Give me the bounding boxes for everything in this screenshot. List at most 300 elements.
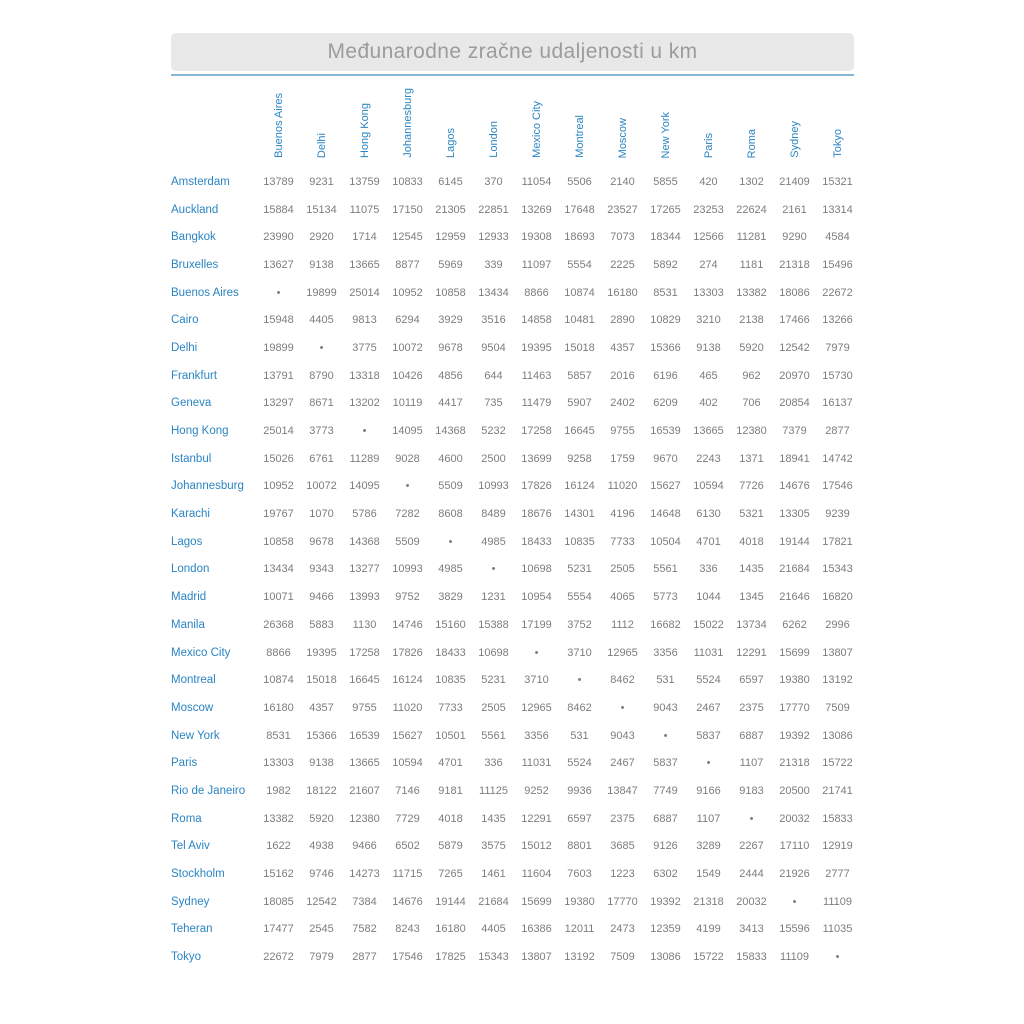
distance-cell: 11604 bbox=[521, 868, 552, 881]
distance-cell: 14095 bbox=[392, 425, 423, 438]
distance-cell: 11054 bbox=[521, 175, 552, 188]
distance-cell: 6887 bbox=[653, 812, 678, 825]
distance-cell: 1107 bbox=[739, 757, 764, 770]
distance-cell: 17110 bbox=[779, 840, 810, 853]
distance-cell: 9936 bbox=[567, 784, 592, 797]
distance-cell: 5524 bbox=[696, 674, 721, 687]
distance-cell: 15321 bbox=[822, 175, 853, 188]
distance-cell: 3356 bbox=[524, 729, 549, 742]
distance-cell: 420 bbox=[699, 175, 718, 188]
column-header-label: Johannesburg bbox=[401, 88, 414, 158]
table-row bbox=[171, 445, 859, 473]
distance-cell: 16137 bbox=[822, 397, 853, 410]
distance-cell: 2473 bbox=[610, 923, 635, 936]
distance-cell: 11020 bbox=[392, 701, 423, 714]
distance-cell: 7979 bbox=[309, 951, 334, 964]
distance-cell: 1107 bbox=[696, 812, 721, 825]
row-header: Sydney bbox=[171, 895, 210, 908]
column-header-label: Hong Kong bbox=[358, 102, 371, 158]
distance-cell: 8866 bbox=[266, 646, 291, 659]
distance-cell: 15699 bbox=[521, 895, 552, 908]
distance-cell: 21926 bbox=[779, 868, 810, 881]
distance-cell: 23990 bbox=[263, 231, 294, 244]
distance-cell: 18433 bbox=[521, 535, 552, 548]
distance-cell: 1622 bbox=[266, 840, 291, 853]
distance-cell: 2375 bbox=[610, 812, 635, 825]
distance-cell: 3752 bbox=[567, 618, 592, 631]
distance-cell: 15162 bbox=[263, 868, 294, 881]
table-row bbox=[171, 722, 859, 750]
distance-cell: 402 bbox=[699, 397, 718, 410]
distance-cell: 2877 bbox=[352, 951, 377, 964]
distance-cell: 5837 bbox=[696, 729, 721, 742]
table-row bbox=[171, 168, 859, 196]
distance-cell: 18941 bbox=[779, 452, 810, 465]
distance-cell: 12291 bbox=[521, 812, 552, 825]
distance-cell: 5920 bbox=[739, 341, 764, 354]
distance-cell: 10952 bbox=[392, 286, 423, 299]
distance-cell: 15366 bbox=[306, 729, 337, 742]
distance-cell: 4584 bbox=[825, 231, 850, 244]
table-row bbox=[171, 860, 859, 888]
distance-cell: 9813 bbox=[352, 314, 377, 327]
distance-cell: 13791 bbox=[263, 369, 294, 382]
distance-cell: 5892 bbox=[653, 258, 678, 271]
row-header: Lagos bbox=[171, 535, 203, 548]
distance-cell: 6302 bbox=[653, 868, 678, 881]
distance-cell: 13993 bbox=[349, 591, 380, 604]
column-header bbox=[343, 84, 386, 168]
distance-cell: 962 bbox=[742, 369, 761, 382]
distance-cell: 10698 bbox=[478, 646, 509, 659]
row-header: Cairo bbox=[171, 314, 199, 327]
distance-cell: 20032 bbox=[779, 812, 810, 825]
distance-cell: 15833 bbox=[736, 951, 767, 964]
distance-cell: 14676 bbox=[392, 895, 423, 908]
row-header: Buenos Aires bbox=[171, 286, 239, 299]
distance-cell: 9028 bbox=[395, 452, 420, 465]
distance-cell: 16124 bbox=[564, 480, 595, 493]
distance-cell: 3356 bbox=[653, 646, 678, 659]
distance-cell: 17546 bbox=[392, 951, 423, 964]
distance-cell: 531 bbox=[656, 674, 675, 687]
distance-cell: 16180 bbox=[263, 701, 294, 714]
distance-cell: 15722 bbox=[822, 757, 853, 770]
row-header: Roma bbox=[171, 812, 202, 825]
distance-cell: 4985 bbox=[481, 535, 506, 548]
distance-cell: 17258 bbox=[349, 646, 380, 659]
distance-cell: 3710 bbox=[567, 646, 592, 659]
distance-cell: 15627 bbox=[650, 480, 681, 493]
table-row bbox=[171, 417, 859, 445]
table-row bbox=[171, 639, 859, 667]
distance-cell: 10835 bbox=[435, 674, 466, 687]
distance-cell: 5561 bbox=[653, 563, 678, 576]
distance-cell: 9043 bbox=[610, 729, 635, 742]
distance-cell: 16682 bbox=[650, 618, 681, 631]
distance-cell: 21318 bbox=[779, 258, 810, 271]
distance-cell: 8671 bbox=[309, 397, 334, 410]
distance-cell: 7282 bbox=[395, 508, 420, 521]
distance-cell: 13192 bbox=[564, 951, 595, 964]
column-header-label: Mexico City bbox=[530, 101, 543, 158]
distance-cell: 17477 bbox=[263, 923, 294, 936]
self-distance-cell: • bbox=[362, 425, 367, 438]
distance-cell: 9258 bbox=[567, 452, 592, 465]
self-distance-cell: • bbox=[448, 535, 453, 548]
distance-cell: 13665 bbox=[693, 425, 724, 438]
distance-cell: 9138 bbox=[696, 341, 721, 354]
distance-cell: 5561 bbox=[481, 729, 506, 742]
distance-cell: 3685 bbox=[610, 840, 635, 853]
distance-cell: 14746 bbox=[392, 618, 423, 631]
distance-cell: 14273 bbox=[349, 868, 380, 881]
row-header: Johannesburg bbox=[171, 480, 244, 493]
self-distance-cell: • bbox=[405, 480, 410, 493]
distance-cell: 10993 bbox=[478, 480, 509, 493]
distance-cell: 12542 bbox=[306, 895, 337, 908]
distance-cell: 10835 bbox=[564, 535, 595, 548]
distance-cell: 10119 bbox=[392, 397, 423, 410]
distance-cell: 2777 bbox=[825, 868, 850, 881]
distance-cell: 17258 bbox=[521, 425, 552, 438]
distance-cell: 2920 bbox=[309, 231, 334, 244]
distance-cell: 1714 bbox=[352, 231, 377, 244]
column-header-row bbox=[171, 84, 859, 168]
distance-cell: 2444 bbox=[739, 868, 764, 881]
distance-cell: 17821 bbox=[822, 535, 853, 548]
table-row bbox=[171, 556, 859, 584]
row-header: Mexico City bbox=[171, 646, 231, 659]
distance-cell: 13303 bbox=[693, 286, 724, 299]
distance-cell: 13202 bbox=[349, 397, 380, 410]
row-header: Tokyo bbox=[171, 951, 202, 964]
row-header: Frankfurt bbox=[171, 369, 218, 382]
row-header: Manila bbox=[171, 618, 205, 631]
distance-cell: 6209 bbox=[653, 397, 678, 410]
distance-cell: 14858 bbox=[521, 314, 552, 327]
distance-cell: 2467 bbox=[696, 701, 721, 714]
distance-cell: 21684 bbox=[478, 895, 509, 908]
distance-cell: 1435 bbox=[739, 563, 764, 576]
distance-cell: 15160 bbox=[435, 618, 466, 631]
distance-cell: 17826 bbox=[521, 480, 552, 493]
distance-cell: 8531 bbox=[653, 286, 678, 299]
distance-cell: 20500 bbox=[779, 784, 810, 797]
column-header-label: London bbox=[487, 121, 500, 158]
column-header bbox=[472, 84, 515, 168]
distance-cell: 19392 bbox=[650, 895, 681, 908]
distance-cell: 15343 bbox=[478, 951, 509, 964]
distance-cell: 18676 bbox=[521, 508, 552, 521]
distance-cell: 7265 bbox=[438, 868, 463, 881]
distance-cell: 2500 bbox=[481, 452, 506, 465]
distance-cell: 2161 bbox=[782, 203, 807, 216]
distance-cell: 1982 bbox=[266, 784, 291, 797]
distance-cell: 2016 bbox=[610, 369, 635, 382]
distance-cell: 9239 bbox=[825, 508, 850, 521]
column-header bbox=[816, 84, 859, 168]
distance-cell: 17825 bbox=[435, 951, 466, 964]
distance-cell: 12291 bbox=[736, 646, 767, 659]
distance-cell: 9670 bbox=[653, 452, 678, 465]
distance-cell: 25014 bbox=[349, 286, 380, 299]
distance-cell: 13303 bbox=[263, 757, 294, 770]
distance-cell: 12919 bbox=[822, 840, 853, 853]
column-header-label: Roma bbox=[745, 128, 758, 158]
distance-cell: 6887 bbox=[739, 729, 764, 742]
distance-cell: 4856 bbox=[438, 369, 463, 382]
distance-cell: 15884 bbox=[263, 203, 294, 216]
distance-cell: 3516 bbox=[481, 314, 506, 327]
distance-cell: 5524 bbox=[567, 757, 592, 770]
distance-cell: 13305 bbox=[779, 508, 810, 521]
distance-cell: 19144 bbox=[779, 535, 810, 548]
distance-cell: 26368 bbox=[263, 618, 294, 631]
distance-cell: 19899 bbox=[263, 341, 294, 354]
distance-cell: 12959 bbox=[435, 231, 466, 244]
distance-cell: 12380 bbox=[349, 812, 380, 825]
distance-cell: 7729 bbox=[395, 812, 420, 825]
column-header bbox=[429, 84, 472, 168]
row-header: Bruxelles bbox=[171, 258, 219, 271]
distance-cell: 10952 bbox=[263, 480, 294, 493]
self-distance-cell: • bbox=[319, 341, 324, 354]
distance-cell: 14742 bbox=[822, 452, 853, 465]
distance-cell: 10858 bbox=[263, 535, 294, 548]
distance-cell: 15699 bbox=[779, 646, 810, 659]
distance-cell: 19308 bbox=[521, 231, 552, 244]
table-row bbox=[171, 583, 859, 611]
distance-cell: 9752 bbox=[395, 591, 420, 604]
distance-cell: 6130 bbox=[696, 508, 721, 521]
distance-cell: 14301 bbox=[564, 508, 595, 521]
distance-cell: 15627 bbox=[392, 729, 423, 742]
distance-cell: 4018 bbox=[438, 812, 463, 825]
distance-cell: 12545 bbox=[392, 231, 423, 244]
distance-cell: 5231 bbox=[567, 563, 592, 576]
table-row bbox=[171, 888, 859, 916]
distance-cell: 6761 bbox=[309, 452, 334, 465]
distance-cell: 11479 bbox=[521, 397, 552, 410]
table-row bbox=[171, 362, 859, 390]
distance-cell: 10874 bbox=[564, 286, 595, 299]
table-row bbox=[171, 833, 859, 861]
distance-cell: 4701 bbox=[438, 757, 463, 770]
distance-cell: 5837 bbox=[653, 757, 678, 770]
distance-cell: 18085 bbox=[263, 895, 294, 908]
distance-cell: 9678 bbox=[309, 535, 334, 548]
title-bar bbox=[171, 33, 854, 71]
table-row bbox=[171, 196, 859, 224]
distance-cell: 11075 bbox=[349, 203, 380, 216]
column-header bbox=[300, 84, 343, 168]
row-header: Stockholm bbox=[171, 868, 225, 881]
distance-cell: 19380 bbox=[564, 895, 595, 908]
distance-cell: 15343 bbox=[822, 563, 853, 576]
distance-cell: 7379 bbox=[782, 425, 807, 438]
distance-cell: 21741 bbox=[822, 784, 853, 797]
distance-cell: 10072 bbox=[392, 341, 423, 354]
distance-cell: 6597 bbox=[567, 812, 592, 825]
distance-cell: 4405 bbox=[481, 923, 506, 936]
distance-cell: 9252 bbox=[524, 784, 549, 797]
column-header bbox=[515, 84, 558, 168]
distance-cell: 21684 bbox=[779, 563, 810, 576]
distance-cell: 7509 bbox=[610, 951, 635, 964]
distance-cell: 21305 bbox=[435, 203, 466, 216]
distance-cell: 14368 bbox=[435, 425, 466, 438]
distance-cell: 1181 bbox=[739, 258, 764, 271]
distance-cell: 1223 bbox=[610, 868, 635, 881]
table-row bbox=[171, 777, 859, 805]
distance-cell: 15596 bbox=[779, 923, 810, 936]
distance-cell: 18433 bbox=[435, 646, 466, 659]
distance-cell: 5907 bbox=[567, 397, 592, 410]
distance-cell: 16180 bbox=[607, 286, 638, 299]
distance-cell: 25014 bbox=[263, 425, 294, 438]
distance-cell: 21318 bbox=[693, 895, 724, 908]
distance-cell: 13192 bbox=[822, 674, 853, 687]
distance-cell: 13382 bbox=[736, 286, 767, 299]
distance-cell: 15948 bbox=[263, 314, 294, 327]
distance-cell: 8489 bbox=[481, 508, 506, 521]
distance-cell: 19395 bbox=[521, 341, 552, 354]
table-row bbox=[171, 749, 859, 777]
distance-cell: 16820 bbox=[822, 591, 853, 604]
distance-cell: 5857 bbox=[567, 369, 592, 382]
distance-cell: 4357 bbox=[309, 701, 334, 714]
self-distance-cell: • bbox=[749, 812, 754, 825]
corner-cell bbox=[171, 84, 257, 168]
distance-cell: 7603 bbox=[567, 868, 592, 881]
distance-cell: 2375 bbox=[739, 701, 764, 714]
table-header bbox=[171, 84, 859, 168]
distance-cell: 7146 bbox=[395, 784, 420, 797]
distance-cell: 13318 bbox=[349, 369, 380, 382]
distance-cell: 10071 bbox=[263, 591, 294, 604]
distance-cell: 8790 bbox=[309, 369, 334, 382]
distance-cell: 9183 bbox=[739, 784, 764, 797]
distance-cell: 4199 bbox=[696, 923, 721, 936]
column-header bbox=[558, 84, 601, 168]
distance-cell: 1112 bbox=[611, 618, 634, 631]
column-header-label: Tokyo bbox=[831, 129, 844, 158]
distance-cell: 6262 bbox=[782, 618, 807, 631]
distance-cell: 3775 bbox=[352, 341, 377, 354]
distance-cell: 1302 bbox=[739, 175, 764, 188]
table-row bbox=[171, 390, 859, 418]
distance-cell: 9466 bbox=[309, 591, 334, 604]
distance-cell: 7733 bbox=[610, 535, 635, 548]
distance-cell: 13807 bbox=[521, 951, 552, 964]
distance-cell: 3413 bbox=[739, 923, 764, 936]
distance-cell: 18122 bbox=[306, 784, 337, 797]
distance-cell: 10954 bbox=[521, 591, 552, 604]
distance-cell: 11125 bbox=[479, 784, 508, 797]
distance-cell: 5554 bbox=[567, 591, 592, 604]
distance-cell: 1231 bbox=[481, 591, 506, 604]
distance-cell: 21409 bbox=[779, 175, 810, 188]
distance-cell: 9504 bbox=[481, 341, 506, 354]
distance-cell: 7582 bbox=[352, 923, 377, 936]
distance-cell: 2402 bbox=[610, 397, 635, 410]
self-distance-cell: • bbox=[792, 895, 797, 908]
distance-cell: 18086 bbox=[779, 286, 810, 299]
distance-cell: 7749 bbox=[653, 784, 678, 797]
distance-cell: 8608 bbox=[438, 508, 463, 521]
distance-cell: 11109 bbox=[823, 895, 852, 908]
column-header bbox=[773, 84, 816, 168]
distance-cell: 4196 bbox=[610, 508, 635, 521]
distance-cell: 1371 bbox=[739, 452, 764, 465]
distance-cell: 23527 bbox=[607, 203, 638, 216]
distance-cell: 15722 bbox=[693, 951, 724, 964]
distance-cell: 4405 bbox=[309, 314, 334, 327]
distance-cell: 5321 bbox=[739, 508, 764, 521]
distance-cell: 13789 bbox=[263, 175, 294, 188]
distance-cell: 22624 bbox=[736, 203, 767, 216]
column-header-label: Lagos bbox=[444, 128, 457, 158]
distance-cell: 8462 bbox=[610, 674, 635, 687]
distance-cell: 13382 bbox=[263, 812, 294, 825]
distance-cell: 15388 bbox=[478, 618, 509, 631]
distance-cell: 11020 bbox=[607, 480, 638, 493]
distance-cell: 706 bbox=[742, 397, 761, 410]
distance-cell: 8531 bbox=[266, 729, 291, 742]
distance-cell: 14676 bbox=[779, 480, 810, 493]
distance-cell: 2545 bbox=[309, 923, 334, 936]
distance-table bbox=[171, 84, 859, 971]
distance-cell: 5506 bbox=[567, 175, 592, 188]
distance-cell: 19899 bbox=[306, 286, 337, 299]
distance-cell: 13734 bbox=[736, 618, 767, 631]
distance-cell: 19767 bbox=[263, 508, 294, 521]
distance-cell: 10874 bbox=[263, 674, 294, 687]
distance-cell: 13759 bbox=[349, 175, 380, 188]
distance-cell: 17265 bbox=[650, 203, 681, 216]
distance-cell: 2890 bbox=[610, 314, 635, 327]
distance-cell: 11281 bbox=[736, 231, 767, 244]
distance-cell: 4600 bbox=[438, 452, 463, 465]
distance-cell: 1070 bbox=[309, 508, 334, 521]
distance-cell: 735 bbox=[484, 397, 503, 410]
distance-cell: 531 bbox=[570, 729, 589, 742]
distance-cell: 20970 bbox=[779, 369, 810, 382]
distance-cell: 336 bbox=[484, 757, 503, 770]
row-header: Madrid bbox=[171, 591, 207, 604]
distance-cell: 17770 bbox=[779, 701, 810, 714]
distance-cell: 13627 bbox=[263, 258, 294, 271]
distance-cell: 17770 bbox=[607, 895, 638, 908]
distance-cell: 9231 bbox=[309, 175, 334, 188]
distance-cell: 21646 bbox=[779, 591, 810, 604]
distance-cell: 16180 bbox=[435, 923, 466, 936]
distance-cell: 11097 bbox=[521, 258, 552, 271]
distance-cell: 22851 bbox=[478, 203, 509, 216]
distance-cell: 11463 bbox=[521, 369, 552, 382]
distance-cell: 2267 bbox=[739, 840, 764, 853]
column-header bbox=[687, 84, 730, 168]
distance-cell: 15018 bbox=[306, 674, 337, 687]
row-header: Delhi bbox=[171, 341, 198, 354]
row-header: Tel Aviv bbox=[171, 840, 210, 853]
distance-cell: 20854 bbox=[779, 397, 810, 410]
distance-cell: 13297 bbox=[263, 397, 294, 410]
table-row bbox=[171, 500, 859, 528]
self-distance-cell: • bbox=[276, 286, 281, 299]
distance-cell: 20032 bbox=[736, 895, 767, 908]
